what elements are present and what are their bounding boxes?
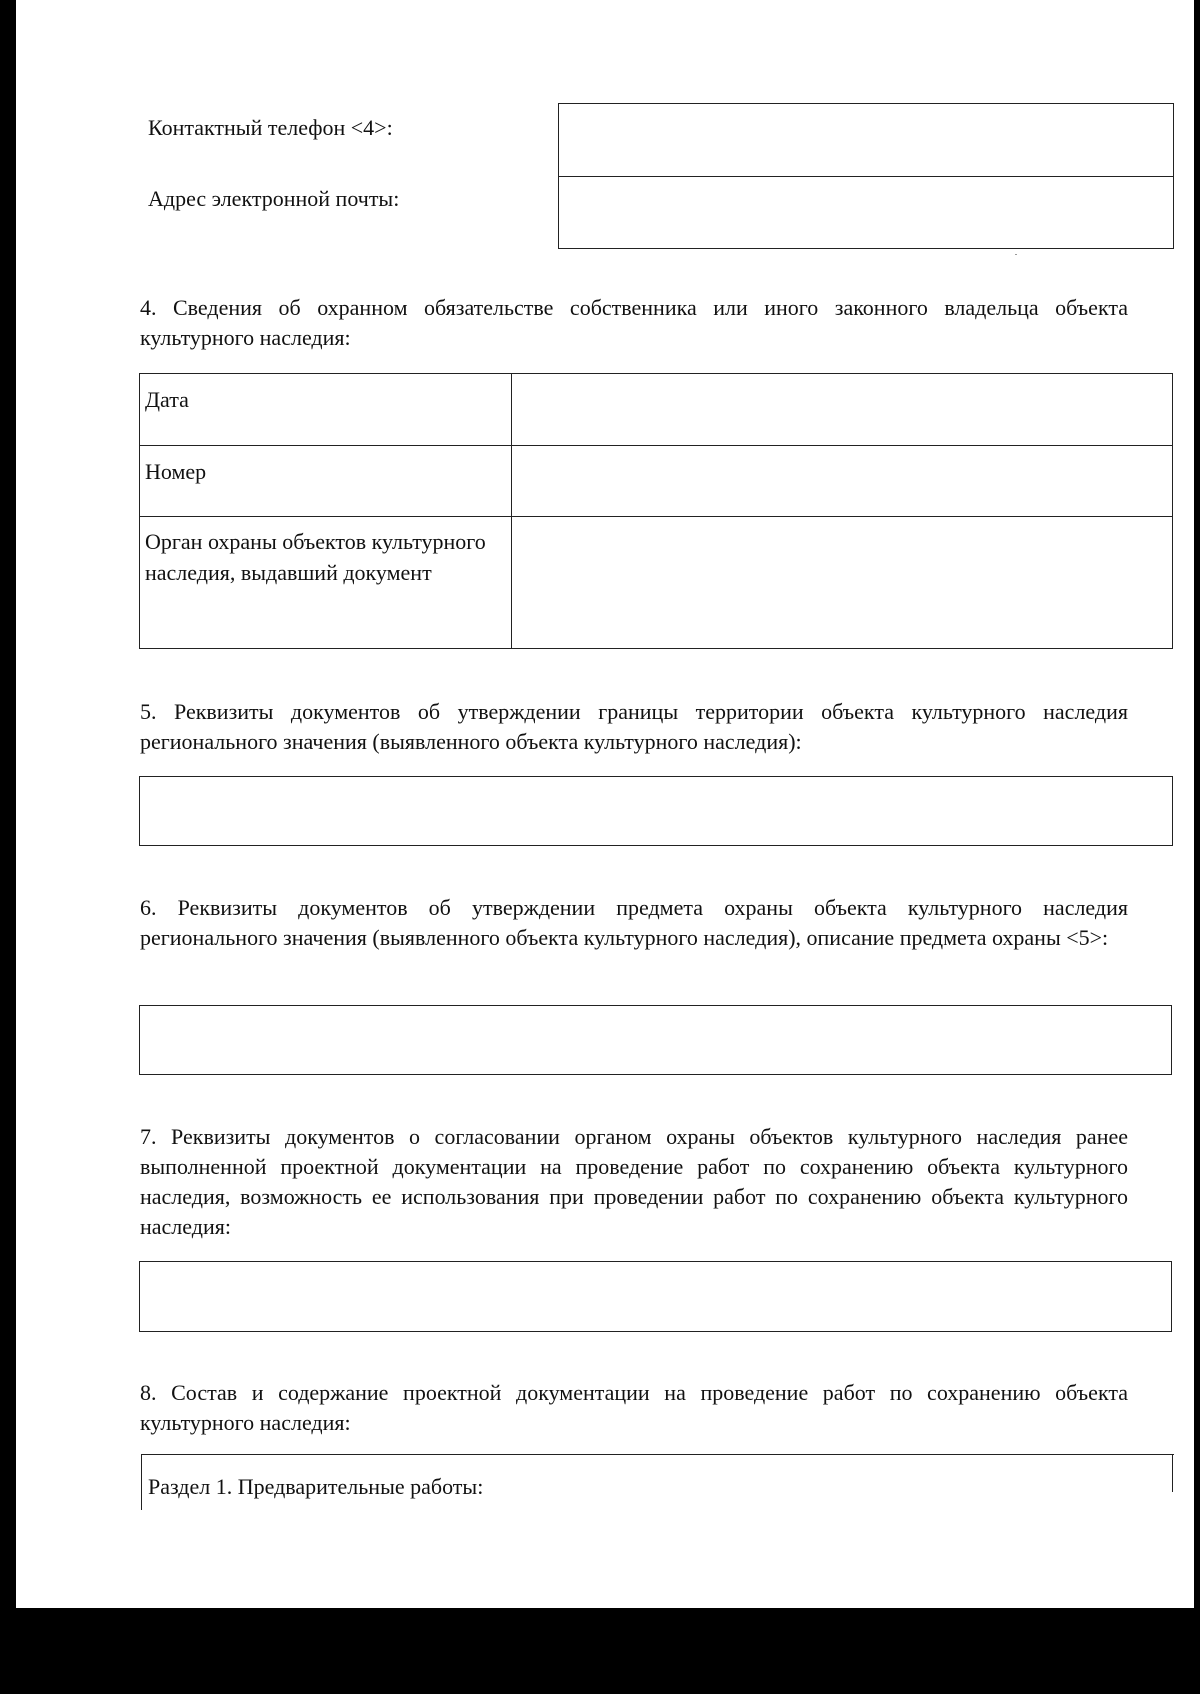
section-7-field[interactable] [139,1261,1172,1332]
email-field[interactable] [558,177,1174,249]
section-8-table-left-border [141,1454,142,1510]
phone-field[interactable] [558,103,1174,177]
section-5-field[interactable] [139,776,1173,846]
issuing-authority-value-field[interactable] [513,517,1171,648]
scan-right-edge [1194,0,1200,1694]
scan-left-edge [0,0,16,1694]
email-label: Адрес электронной почты: [148,186,400,211]
section-6-field[interactable] [139,1005,1172,1075]
scan-speck [1015,254,1017,255]
section-7-text: 7. Реквизиты документов о согласовании органом охраны объектов культурного наследия ранее выполненной проектной документации на проведение работ по сохранению объекта культурного наследия, возможность ее использования при проведении работ по сохранению объекта культурного наследия: [140,1124,1128,1239]
section-8-table-top-border [141,1454,1174,1455]
number-value-field[interactable] [513,446,1171,515]
table-label-date: Дата [145,387,189,412]
table-label-issuing-authority: Орган охраны объектов культурного наследия, выдавший документ [145,529,486,585]
obligation-table-column-divider [511,373,512,649]
phone-label: Контактный телефон <4>: [148,115,393,140]
section-8-text: 8. Состав и содержание проектной документации на проведение работ по сохранению объекта культурного наследия: [140,1380,1128,1435]
date-value-field[interactable] [513,374,1171,444]
section-8-table-right-border [1172,1454,1173,1492]
section-6-text: 6. Реквизиты документов об утверждении предмета охраны объекта культурного наследия регионального значения (выявленного объекта культурного наследия), описание предмета охраны <5>: [140,895,1128,950]
section-5-text: 5. Реквизиты документов об утверждении границы территории объекта культурного наследия регионального значения (выявленного объекта культурного наследия): [140,699,1128,754]
table-label-number: Номер [145,459,207,484]
section-8-first-row-label: Раздел 1. Предварительные работы: [148,1474,484,1499]
section-4-text: 4. Сведения об охранном обязательстве собственника или иного законного владельца объекта культурного наследия: [140,295,1128,350]
